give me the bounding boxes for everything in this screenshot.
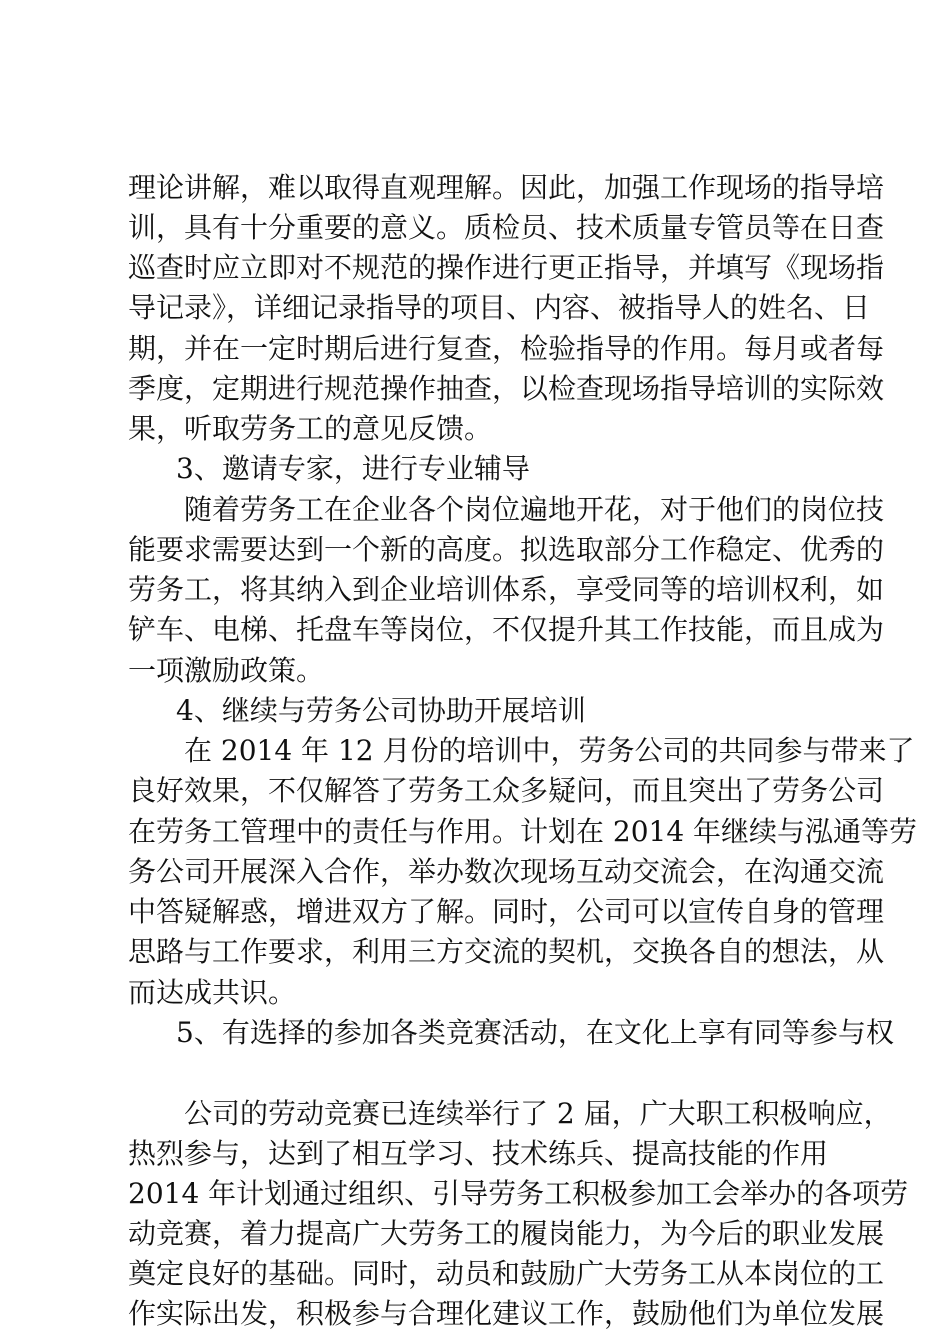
text-line-23: 公司的劳动竞赛已连续举行了 2 届，广大职工积极响应， [184, 1097, 892, 1130]
text-line-5: 期，并在一定时期后进行复查，检验指导的作用。每月或者每 [128, 332, 885, 365]
text-line-12: 铲车、电梯、托盘车等岗位，不仅提升其工作技能，而且成为 [128, 613, 885, 646]
text-line-3: 巡查时应立即对不规范的操作进行更正指导，并填写《现场指 [128, 251, 885, 284]
text-line-18: 务公司开展深入合作，举办数次现场互动交流会，在沟通交流 [128, 855, 885, 888]
text-line-1: 理论讲解，难以取得直观理解。因此，加强工作现场的指导培 [128, 171, 885, 204]
text-line-24: 热烈参与，达到了相互学习、技术练兵、提高技能的作用 [128, 1137, 829, 1170]
section-heading-3: 3、邀请专家，进行专业辅导 [176, 452, 530, 485]
text-line-16: 良好效果，不仅解答了劳务工众多疑问，而且突出了劳务公司 [128, 774, 885, 807]
text-line-21: 而达成共识。 [128, 976, 297, 1009]
section-heading-5: 5、有选择的参加各类竞赛活动，在文化上享有同等参与权 [176, 1016, 894, 1049]
text-line-17: 在劳务工管理中的责任与作用。计划在 2014 年继续与泓通等劳 [128, 815, 918, 848]
text-line-27: 奠定良好的基础。同时，动员和鼓励广大劳务工从本岗位的工 [128, 1257, 885, 1290]
text-line-2: 训，具有十分重要的意义。质检员、技术质量专管员等在日查 [128, 211, 885, 244]
text-line-25: 2014 年计划通过组织、引导劳务工积极参加工会举办的各项劳 [128, 1177, 909, 1210]
text-line-19: 中答疑解惑，增进双方了解。同时，公司可以宣传自身的管理 [128, 895, 885, 928]
text-line-10: 能要求需要达到一个新的高度。拟选取部分工作稳定、优秀的 [128, 533, 885, 566]
text-line-15: 在 2014 年 12 月份的培训中，劳务公司的共同参与带来了 [184, 734, 915, 767]
text-line-11: 劳务工，将其纳入到企业培训体系，享受同等的培训权利，如 [128, 573, 885, 606]
text-line-6: 季度，定期进行规范操作抽查，以检查现场指导培训的实际效 [128, 372, 885, 405]
text-line-20: 思路与工作要求，利用三方交流的契机，交换各自的想法，从 [128, 935, 885, 968]
text-line-7: 果，听取劳务工的意见反馈。 [128, 412, 493, 445]
text-line-28: 作实际出发，积极参与合理化建议工作，鼓励他们为单位发展 [128, 1297, 885, 1330]
text-line-13: 一项激励政策。 [128, 654, 325, 687]
text-line-4: 导记录》，详细记录指导的项目、内容、被指导人的姓名、日 [128, 291, 871, 324]
section-heading-4: 4、继续与劳务公司协助开展培训 [176, 694, 586, 727]
text-line-26: 动竞赛，着力提高广大劳务工的履岗能力，为今后的职业发展 [128, 1217, 885, 1250]
text-line-9: 随着劳务工在企业各个岗位遍地开花，对于他们的岗位技 [184, 493, 885, 526]
